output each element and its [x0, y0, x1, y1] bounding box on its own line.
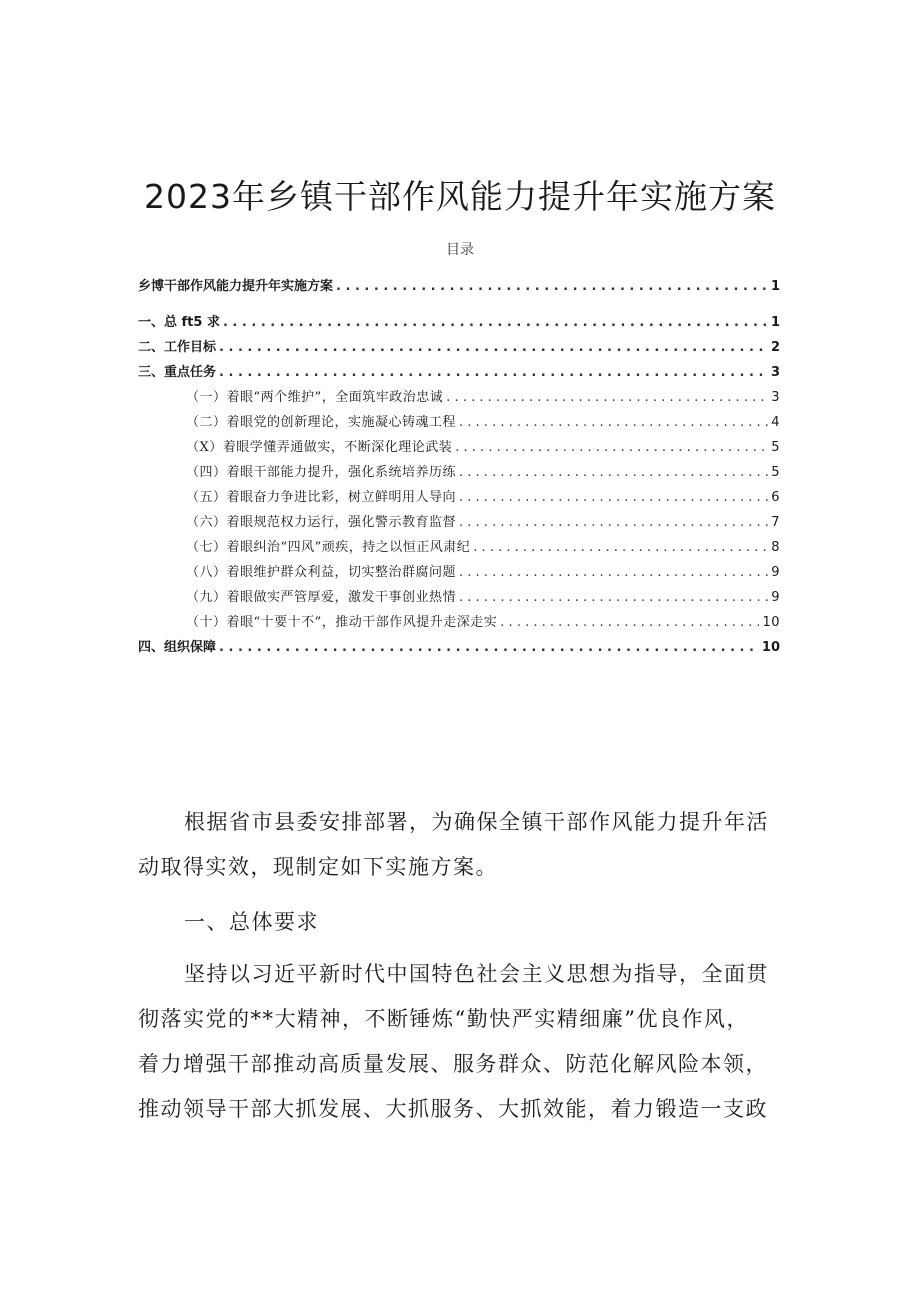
- toc-entry-label: 四、组织保障: [138, 640, 217, 655]
- toc-entry-label: （六）着眼规范权力运行，强化警示教育监督: [186, 515, 457, 530]
- toc-entry-page: 1: [770, 315, 780, 330]
- toc-entry[interactable]: [186, 437, 780, 459]
- toc-leader-dots: [459, 512, 768, 534]
- toc-entry-label: （五）着眼奋力争进比彩，树立鲜明用人导向: [186, 490, 457, 505]
- toc-leader-dots: [455, 437, 768, 459]
- paragraph-line: 推动领导干部大抓发展、大抓服务、大抓效能，着力锻造一支政: [138, 1097, 768, 1121]
- toc-leader-dots: [500, 612, 759, 634]
- toc-leader-dots: [219, 362, 768, 384]
- toc-entry-page: 5: [771, 440, 780, 455]
- toc-leader-dots: [336, 276, 768, 298]
- paragraph-line: 彻落实党的**大精神，不断锤炼“勤快严实精细廉”优良作风，: [138, 1007, 749, 1031]
- toc-entry-page: 10: [761, 640, 780, 655]
- toc-leader-dots: [219, 337, 768, 359]
- toc-entry-page: 5: [771, 465, 780, 480]
- toc-entry-page: 1: [770, 279, 780, 294]
- paragraph-line: 根据省市县委安排部署，为确保全镇干部作风能力提升年活: [184, 810, 769, 834]
- toc-entry-label: 二、工作目标: [138, 340, 217, 355]
- toc-entry[interactable]: [186, 462, 780, 484]
- toc-entry[interactable]: [186, 537, 780, 559]
- section-heading-text: 一、总体要求: [184, 910, 319, 934]
- toc-entry-label: 乡博干部作风能力提升年实施方案: [138, 279, 334, 294]
- toc-entry-page: 10: [762, 615, 780, 630]
- toc-entry-page: 3: [770, 365, 780, 380]
- toc-entry-page: 6: [771, 490, 780, 505]
- toc-entry-label: 三、重点任务: [138, 365, 217, 380]
- toc-entry[interactable]: [186, 387, 780, 409]
- paragraph-line: 坚持以习近平新时代中国特色社会主义思想为指导，全面贯: [184, 962, 769, 986]
- toc-entry-label: （十）着眼“十要十不”，推动干部作风提升走深走实: [186, 615, 498, 630]
- toc-entry-page: 3: [771, 390, 780, 405]
- toc-entry-label: （四）着眼干部能力提升，强化系统培养历练: [186, 465, 457, 480]
- toc-entry[interactable]: [138, 637, 780, 659]
- paragraph-line: 着力增强干部推动高质量发展、服务群众、防范化解风险本领，: [138, 1052, 768, 1076]
- toc-entry-label: （七）着眼纠治“四风”顽疾，持之以恒正风肃纪: [186, 540, 471, 555]
- intro-paragraph: [138, 800, 788, 890]
- toc-entry-label: （一）着眼“两个维护”，全面筑牢政治忠诚: [186, 390, 444, 405]
- toc-entry[interactable]: [186, 487, 780, 509]
- toc-entry[interactable]: [138, 362, 780, 384]
- toc-entry-label: （八）着眼维护群众利益，切实整治群腐问题: [186, 565, 457, 580]
- section-paragraph: [138, 952, 788, 1132]
- toc-entry-label: （九）着眼做实严管厚爱，激发干事创业热情: [186, 590, 457, 605]
- toc-leader-dots: [459, 412, 768, 434]
- toc-entry[interactable]: [186, 562, 780, 584]
- toc-leader-dots: [219, 637, 759, 659]
- toc-leader-dots: [459, 562, 768, 584]
- toc-entry[interactable]: [138, 276, 780, 298]
- toc-entry-page: 7: [771, 515, 780, 530]
- toc-entry[interactable]: [138, 337, 780, 359]
- toc-leader-dots: [459, 487, 768, 509]
- toc-entry[interactable]: [186, 512, 780, 534]
- toc-entry-page: 8: [771, 540, 780, 555]
- toc-entry[interactable]: [186, 412, 780, 434]
- document-title: 2023年乡镇干部作风能力提升年实施方案: [144, 177, 776, 217]
- toc-leader-dots: [459, 587, 768, 609]
- toc-entry-label: 一、总 ft5 求: [138, 315, 220, 330]
- toc-entry-page: 4: [771, 415, 780, 430]
- toc-entry[interactable]: [138, 312, 780, 334]
- toc-leader-dots: [223, 312, 768, 334]
- section-heading: [138, 900, 788, 945]
- toc-entry-page: 9: [771, 590, 780, 605]
- toc-leader-dots: [459, 462, 768, 484]
- toc-entry[interactable]: [186, 612, 780, 634]
- toc-entry-page: 9: [771, 565, 780, 580]
- toc-entry-page: 2: [770, 340, 780, 355]
- toc-leader-dots: [473, 537, 768, 559]
- paragraph-line: 动取得实效，现制定如下实施方案。: [138, 855, 498, 879]
- toc-heading: 目录: [446, 242, 474, 258]
- toc-leader-dots: [446, 387, 768, 409]
- toc-entry-label: （二）着眼党的创新理论，实施凝心铸魂工程: [186, 415, 457, 430]
- toc-entry-label: （X）着眼学懂弄通做实，不断深化理论武装: [186, 440, 453, 455]
- toc-entry[interactable]: [186, 587, 780, 609]
